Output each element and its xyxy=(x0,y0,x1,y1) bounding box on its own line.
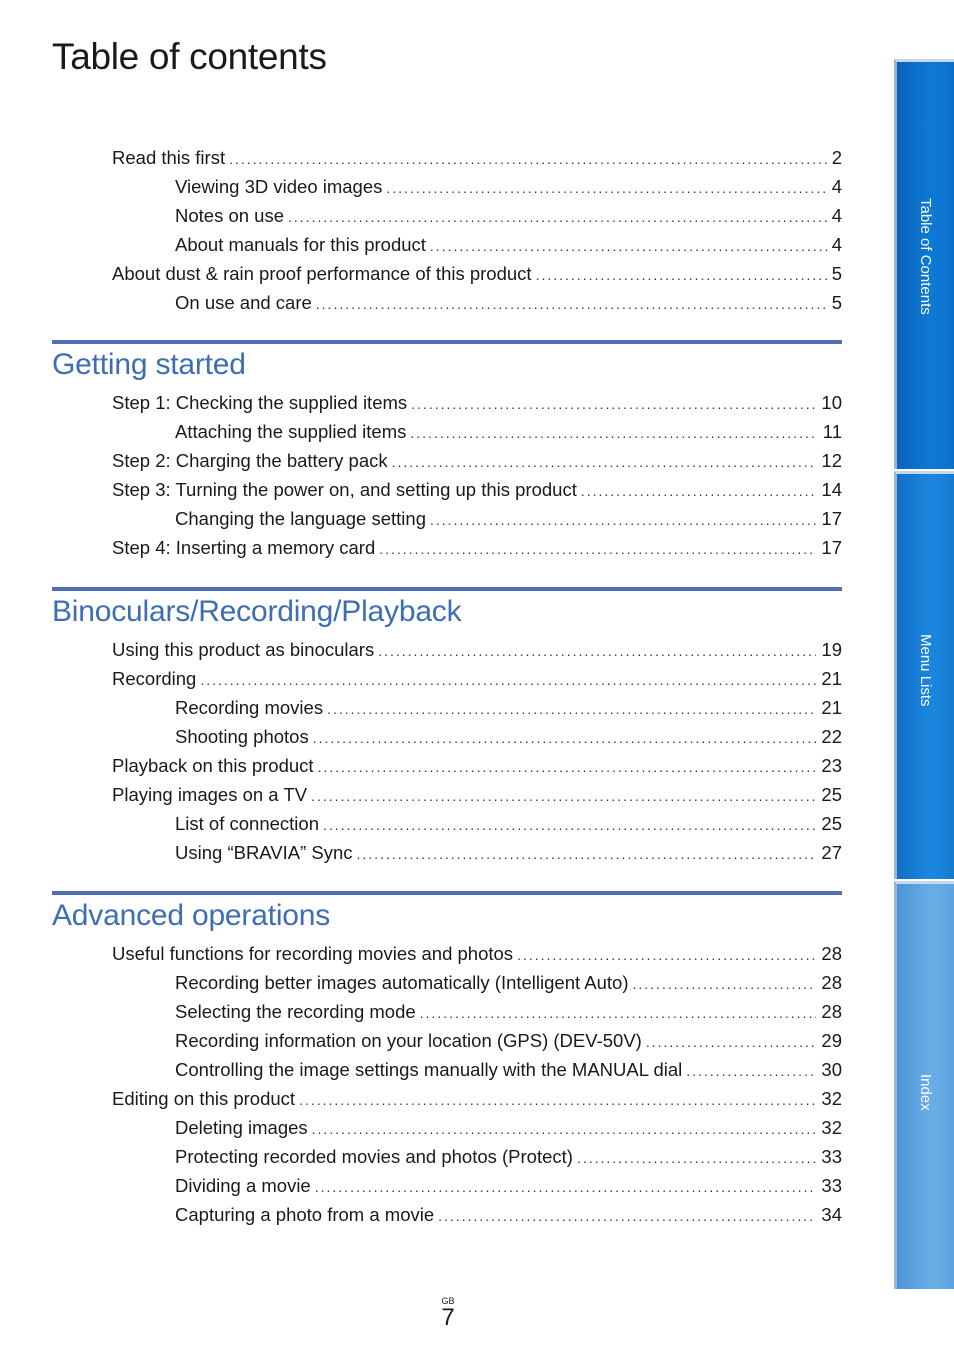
toc-entry-page: 2 xyxy=(831,147,842,168)
toc-entry-page: 25 xyxy=(821,813,842,834)
toc-entry-page: 34 xyxy=(821,1204,842,1225)
toc-entry[interactable] xyxy=(52,533,842,562)
toc-entry[interactable] xyxy=(52,997,842,1026)
dot-leader xyxy=(430,232,828,261)
dot-leader xyxy=(577,1144,816,1173)
toc-entry-title: Using “BRAVIA” Sync xyxy=(175,842,353,863)
toc-entry[interactable] xyxy=(52,172,842,201)
toc-entry[interactable] xyxy=(52,1171,842,1200)
toc-entry[interactable] xyxy=(52,417,842,446)
toc-entry[interactable] xyxy=(52,968,842,997)
toc-entry-page: 33 xyxy=(821,1175,842,1196)
toc-entry-title: Step 3: Turning the power on, and setting up this product xyxy=(112,479,577,500)
toc-entry-title: Viewing 3D video images xyxy=(175,176,383,197)
toc-entry-title: About dust & rain proof performance of this product xyxy=(112,263,532,284)
toc-entry-title: Useful functions for recording movies and photos xyxy=(112,943,514,964)
toc-entry-page: 21 xyxy=(821,668,842,689)
dot-leader xyxy=(410,419,816,448)
dot-leader xyxy=(299,1086,816,1115)
toc-entry-title: Protecting recorded movies and photos (Protect) xyxy=(175,1146,573,1167)
toc-entry[interactable] xyxy=(52,388,842,417)
dot-leader xyxy=(386,174,827,203)
toc-entry[interactable] xyxy=(52,230,842,259)
toc-entry-page: 17 xyxy=(821,508,842,529)
dot-leader xyxy=(288,203,828,232)
page-title: Table of contents xyxy=(52,36,327,77)
toc-entry[interactable] xyxy=(52,288,842,317)
region-code: GB xyxy=(441,1296,455,1306)
toc-entry[interactable] xyxy=(52,838,842,867)
toc-entry-page: 32 xyxy=(821,1088,842,1109)
toc-entry-title: Shooting photos xyxy=(175,726,309,747)
toc-entry-title: Step 4: Inserting a memory card xyxy=(112,537,376,558)
toc-section-getting-started xyxy=(52,340,842,562)
toc-entry-title: Playing images on a TV xyxy=(112,784,308,805)
toc-entry-page: 4 xyxy=(831,176,842,197)
toc-entry-title: Playback on this product xyxy=(112,755,314,776)
toc-entry[interactable] xyxy=(52,201,842,230)
dot-leader xyxy=(312,1115,816,1144)
toc-entry[interactable] xyxy=(52,1142,842,1171)
toc-entry[interactable] xyxy=(52,475,842,504)
toc-entry[interactable] xyxy=(52,143,842,172)
dot-leader xyxy=(581,477,816,506)
tab-label: Table of Contents xyxy=(917,198,934,315)
dot-leader xyxy=(646,1028,816,1057)
toc-entry-title: Recording better images automatically (Intelligent Auto) xyxy=(175,972,629,993)
toc-section-advanced-operations xyxy=(52,891,842,1229)
dot-leader xyxy=(438,1202,816,1231)
toc-entry-title: Editing on this product xyxy=(112,1088,296,1109)
toc-entry-title: Controlling the image settings manually with the MANUAL dial xyxy=(175,1059,683,1080)
section-heading: Advanced operations xyxy=(52,899,331,932)
toc-entry-page: 4 xyxy=(831,205,842,226)
toc-entry[interactable] xyxy=(52,751,842,780)
toc-entry-page: 28 xyxy=(821,943,842,964)
toc-entry[interactable] xyxy=(52,722,842,751)
toc-entry-page: 14 xyxy=(821,479,842,500)
dot-leader xyxy=(536,261,828,290)
toc-entry[interactable] xyxy=(52,1113,842,1142)
toc-entry-title: On use and care xyxy=(175,292,312,313)
toc-entry-page: 25 xyxy=(821,784,842,805)
page-number xyxy=(440,1296,456,1330)
toc-entry[interactable] xyxy=(52,1055,842,1084)
toc-entry-page: 19 xyxy=(821,639,842,660)
toc-entry-page: 32 xyxy=(821,1117,842,1138)
toc-entry-page: 27 xyxy=(821,842,842,863)
dot-leader xyxy=(311,782,816,811)
toc-entry-page: 10 xyxy=(821,392,842,413)
toc-entry-title: Capturing a photo from a movie xyxy=(175,1204,435,1225)
toc-entry-page: 22 xyxy=(821,726,842,747)
toc-entry[interactable] xyxy=(52,635,842,664)
toc-entry-title: About manuals for this product xyxy=(175,234,426,255)
toc-entry-title: Recording movies xyxy=(175,697,324,718)
tab-index[interactable] xyxy=(894,881,954,1289)
toc-entry-page: 4 xyxy=(831,234,842,255)
dot-leader xyxy=(633,970,817,999)
dot-leader xyxy=(315,1173,816,1202)
toc-entry-title: Recording information on your location (GPS) (DEV-50V) xyxy=(175,1030,642,1051)
toc-entry-page: 11 xyxy=(822,421,842,442)
toc-entry-page: 17 xyxy=(821,537,842,558)
toc-entry-title: Attaching the supplied items xyxy=(175,421,407,442)
toc-entry[interactable] xyxy=(52,693,842,722)
toc-intro xyxy=(52,143,842,317)
toc-entry-page: 28 xyxy=(821,1001,842,1022)
toc-entry-page: 5 xyxy=(831,292,842,313)
dot-leader xyxy=(229,145,828,174)
toc-entry-title: Selecting the recording mode xyxy=(175,1001,416,1022)
page-number-value: 7 xyxy=(441,1304,455,1331)
section-rule xyxy=(52,891,842,895)
tab-menu-lists[interactable] xyxy=(894,471,954,879)
toc-entry[interactable] xyxy=(52,446,842,475)
toc-entry-title: Notes on use xyxy=(175,205,285,226)
toc-entry-title: List of connection xyxy=(175,813,319,834)
dot-leader xyxy=(430,506,816,535)
toc-entry-title: Using this product as binoculars xyxy=(112,639,375,660)
dot-leader xyxy=(357,840,816,869)
toc-entry-page: 28 xyxy=(821,972,842,993)
toc-entry-page: 30 xyxy=(821,1059,842,1080)
toc-entry[interactable] xyxy=(52,1026,842,1055)
dot-leader xyxy=(323,811,816,840)
toc-entry-title: Changing the language setting xyxy=(175,508,426,529)
dot-leader xyxy=(420,999,816,1028)
dot-leader xyxy=(392,448,816,477)
section-heading: Getting started xyxy=(52,348,246,381)
dot-leader xyxy=(327,695,816,724)
section-rule xyxy=(52,340,842,344)
toc-entry-title: Recording xyxy=(112,668,197,689)
dot-leader xyxy=(313,724,816,753)
dot-leader xyxy=(379,535,816,564)
tab-label: Index xyxy=(917,1074,934,1111)
section-rule xyxy=(52,587,842,591)
toc-entry[interactable] xyxy=(52,780,842,809)
toc-entry[interactable] xyxy=(52,504,842,533)
toc-entry-page: 5 xyxy=(831,263,842,284)
toc-entry-page: 23 xyxy=(821,755,842,776)
toc-entry[interactable] xyxy=(52,1200,842,1229)
dot-leader xyxy=(686,1057,816,1086)
dot-leader xyxy=(318,753,816,782)
section-heading: Binoculars/Recording/Playback xyxy=(52,595,462,628)
toc-entry-page: 33 xyxy=(821,1146,842,1167)
toc-entry-title: Read this first xyxy=(112,147,226,168)
dot-leader xyxy=(517,941,816,970)
toc-entry-title: Deleting images xyxy=(175,1117,308,1138)
dot-leader xyxy=(378,637,816,666)
toc-entry[interactable] xyxy=(52,1084,842,1113)
dot-leader xyxy=(200,666,816,695)
toc-entry-title: Step 1: Checking the supplied items xyxy=(112,392,408,413)
toc-entry-title: Step 2: Charging the battery pack xyxy=(112,450,388,471)
toc-entry-title: Dividing a movie xyxy=(175,1175,311,1196)
toc-entry-page: 21 xyxy=(821,697,842,718)
toc-entry[interactable] xyxy=(52,809,842,838)
toc-entry-page: 29 xyxy=(821,1030,842,1051)
dot-leader xyxy=(411,390,816,419)
toc-entry[interactable] xyxy=(52,259,842,288)
toc-entry[interactable] xyxy=(52,664,842,693)
dot-leader xyxy=(316,290,828,319)
tab-table-of-contents[interactable] xyxy=(894,59,954,469)
toc-section-binoculars-recording-playback xyxy=(52,587,842,867)
tab-label: Menu Lists xyxy=(917,634,934,707)
toc-entry[interactable] xyxy=(52,939,842,968)
toc-entry-page: 12 xyxy=(821,450,842,471)
